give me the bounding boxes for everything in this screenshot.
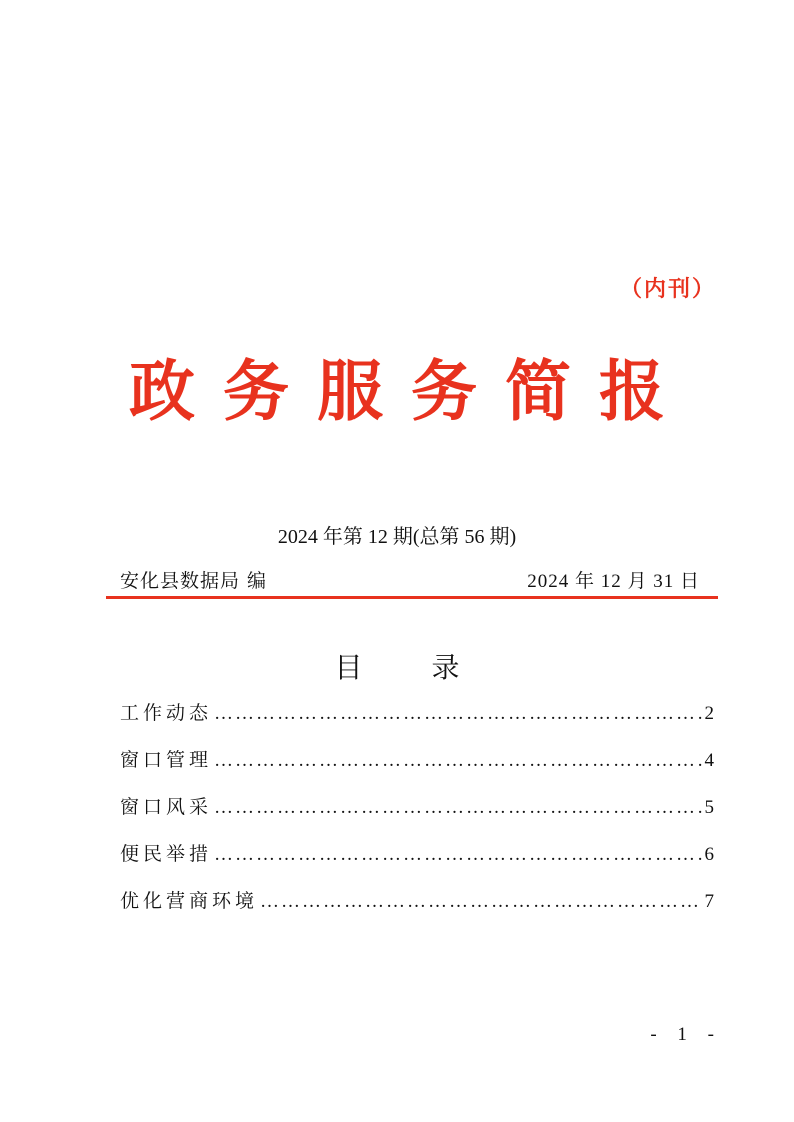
toc-item[interactable] [120,792,714,839]
toc-item-page: 6 [704,844,714,865]
toc-item-page: 2 [704,703,714,724]
toc-item[interactable] [120,745,714,792]
toc-item[interactable] [120,698,714,745]
toc-item-label: 优化营商环境 [120,890,259,912]
issue-number: 2024 年第 12 期(总第 56 期) [277,526,517,548]
toc-dot-leader [214,703,702,725]
toc-item-page: 4 [704,750,714,771]
page-number: - 1 - [650,1024,722,1045]
toc-dot-leader [260,891,702,913]
toc-item-label: 工作动态 [120,702,213,724]
toc-title: 目 录 [334,651,490,684]
toc-item[interactable] [120,886,714,933]
editor-credit: 安化县数据局 编 [120,570,268,592]
toc-dot-leader [214,797,702,819]
toc-item-label: 便民举措 [120,843,213,865]
toc-dot-leader [214,844,702,866]
toc-item-label: 窗口风采 [120,796,213,818]
publication-date: 2024 年 12 月 31 日 [527,571,700,592]
toc-dot-leader [214,750,702,772]
internal-publication-tag: （内刊） [619,276,716,302]
table-of-contents [120,698,714,933]
masthead-title: 政务服务简报 [129,352,693,430]
toc-item-label: 窗口管理 [120,749,213,771]
toc-item-page: 5 [704,797,714,818]
toc-item-page: 7 [704,891,714,912]
red-divider-rule [106,596,718,599]
editor-date-row [120,566,700,594]
toc-item[interactable] [120,839,714,886]
